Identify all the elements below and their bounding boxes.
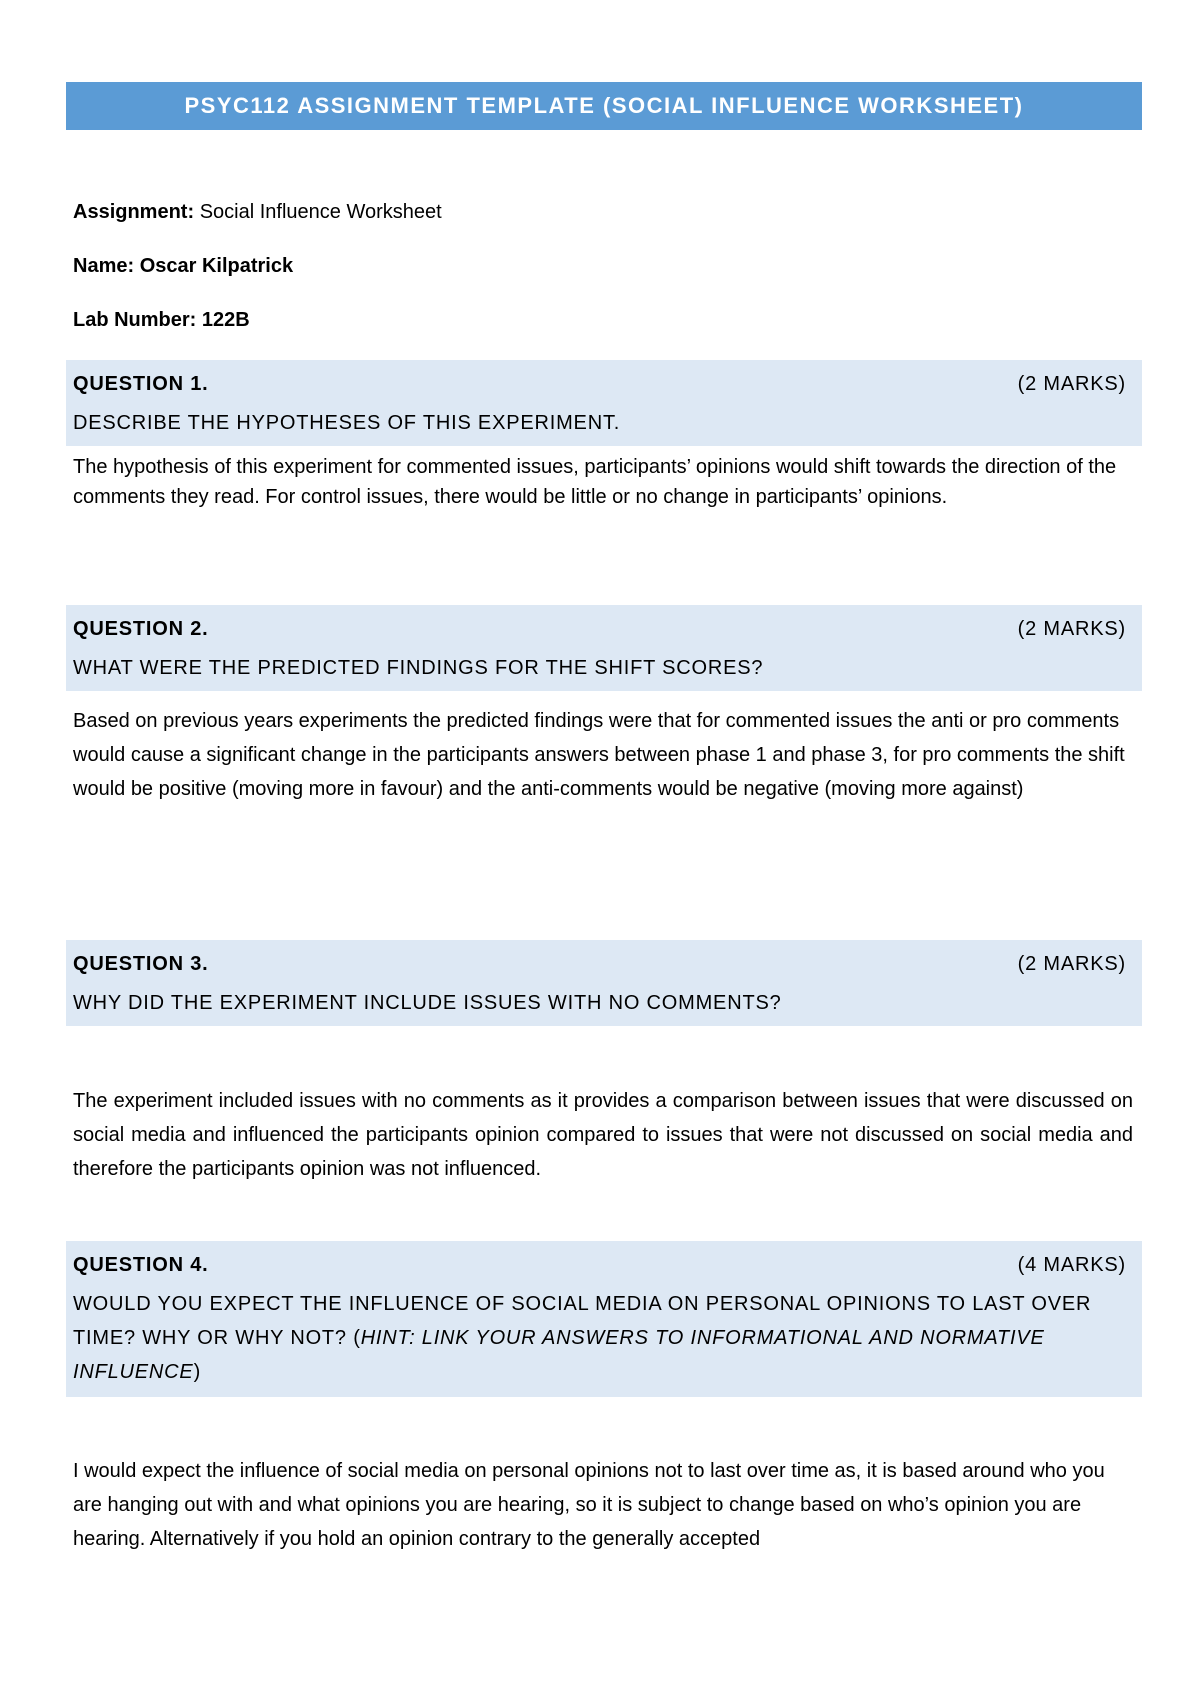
question-3-answer: The experiment included issues with no comments as it provides a comparison between issues that were discussed on social media and influenced the participants opinion compared to issues that were not discussed on social media and therefore the participants opinion was not influenced. bbox=[73, 1090, 1133, 1180]
question-4-hint: HINT: LINK YOUR ANSWERS TO INFORMATIONAL AND NORMATIVE INFLUENCE bbox=[73, 1327, 1045, 1383]
name-line bbox=[73, 254, 293, 278]
lab-line bbox=[73, 308, 250, 332]
question-4-header bbox=[66, 1241, 1142, 1397]
assignment-label: Assignment: bbox=[73, 201, 195, 223]
question-4-text-main: WOULD YOU EXPECT THE INFLUENCE OF SOCIAL MEDIA ON PERSONAL OPINIONS TO LAST OVER TIME? WHY OR WHY NOT? ( bbox=[73, 1293, 1092, 1349]
question-3-header bbox=[66, 940, 1142, 1026]
question-2-number: QUESTION 2. bbox=[73, 617, 209, 640]
question-3-marks: (2 MARKS) bbox=[1017, 952, 1126, 975]
question-3-number: QUESTION 3. bbox=[73, 952, 209, 975]
question-1-answer: The hypothesis of this experiment for commented issues, participants’ opinions would shift towards the direction of the comments they read. For control issues, there would be little or no change in participants’ opinions. bbox=[73, 456, 1117, 508]
lab-label: Lab Number: bbox=[73, 309, 197, 331]
question-4-text bbox=[73, 1287, 1126, 1389]
assignment-line bbox=[73, 200, 442, 224]
question-1-text: DESCRIBE THE HYPOTHESES OF THIS EXPERIMENT. bbox=[73, 412, 621, 434]
question-2-answer: Based on previous years experiments the predicted findings were that for commented issues the anti or pro comments would cause a significant change in the participants answers between phase 1 and phase 3, for pro comments the shift would be positive (moving more in favour) and the anti-comments would be negative (moving more against) bbox=[73, 710, 1125, 800]
question-3-text: WHY DID THE EXPERIMENT INCLUDE ISSUES WITH NO COMMENTS? bbox=[73, 992, 782, 1014]
question-1-header bbox=[66, 360, 1142, 446]
document-title: PSYC112 ASSIGNMENT TEMPLATE (SOCIAL INFLUENCE WORKSHEET) bbox=[66, 82, 1142, 130]
question-2-text: WHAT WERE THE PREDICTED FINDINGS FOR THE SHIFT SCORES? bbox=[73, 657, 764, 679]
name-value: Oscar Kilpatrick bbox=[139, 255, 294, 277]
question-4-number: QUESTION 4. bbox=[73, 1253, 209, 1276]
name-label: Name: bbox=[73, 255, 135, 277]
question-1-number: QUESTION 1. bbox=[73, 372, 209, 395]
question-4-answer: I would expect the influence of social media on personal opinions not to last over time as, it is based around who you are hanging out with and what opinions you are hearing, so it is subject to change based on who’s opinion you are hearing. Alternatively if you hold an opinion contrary to the generally accepted bbox=[73, 1460, 1105, 1550]
question-4-marks: (4 MARKS) bbox=[1017, 1253, 1126, 1276]
question-1-marks: (2 MARKS) bbox=[1017, 372, 1126, 395]
question-4-text-end: ) bbox=[193, 1361, 202, 1383]
lab-value: 122B bbox=[201, 309, 250, 331]
question-2-marks: (2 MARKS) bbox=[1017, 617, 1126, 640]
question-2-header bbox=[66, 605, 1142, 691]
assignment-value: Social Influence Worksheet bbox=[199, 201, 442, 223]
